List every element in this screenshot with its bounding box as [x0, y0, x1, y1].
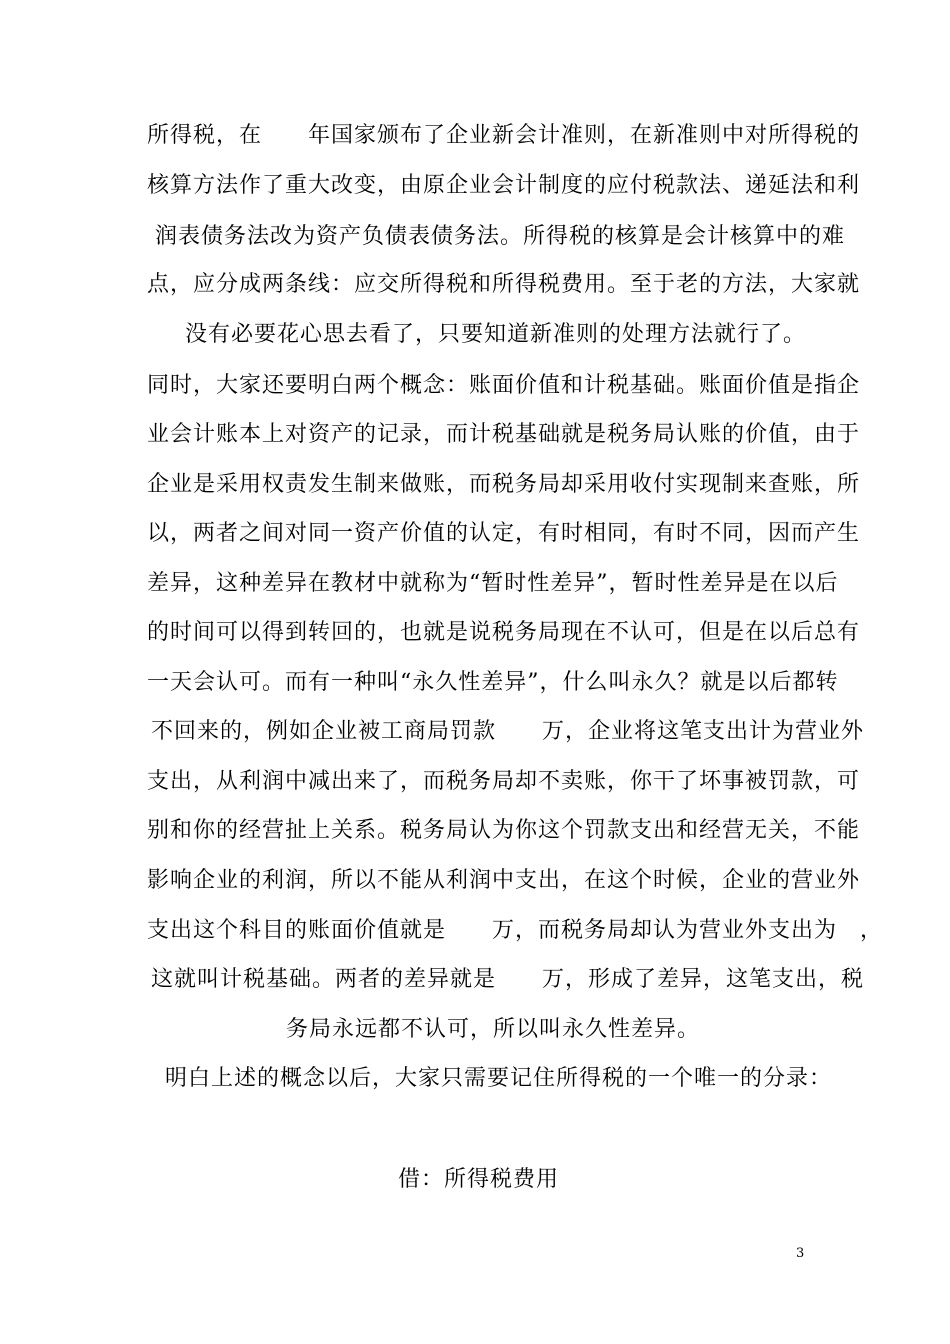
text-line: 企业是采用权责发生制来做账，而税务局却采用收付实现制来查账，所 — [147, 472, 861, 497]
page-number: 3 — [796, 1246, 805, 1261]
text-line: 影响企业的利润，所以不能从利润中支出，在这个时候，企业的营业外 — [147, 868, 861, 893]
text-line: 点，应分成两条线：应交所得税和所得税费用。至于老的方法，大家就 — [147, 272, 861, 297]
text-line: 润表债务法改为资产负债表债务法。所得税的核算是会计核算中的难 — [155, 224, 846, 249]
text-line: 没有必要花心思去看了，只要知道新准则的处理方法就行了。 — [185, 322, 807, 347]
text-line: 业会计账本上对资产的记录，而计税基础就是税务局认账的价值，由于 — [147, 422, 861, 447]
text-line: 以，两者之间对同一资产价值的认定，有时相同，有时不同，因而产生 — [147, 521, 861, 546]
text-line: 不回来的，例如企业被工商局罚款 万，企业将这笔支出计为营业外 — [151, 719, 865, 744]
text-line: 所得税，在 年国家颁布了企业新会计准则，在新准则中对所得税的 — [147, 123, 861, 148]
text-line: 这就叫计税基础。两者的差异就是 万，形成了差异，这笔支出，税 — [151, 967, 865, 992]
text-line: 务局永远都不认可，所以叫永久性差异。 — [286, 1017, 701, 1042]
text-line: 借：所得税费用 — [398, 1167, 560, 1192]
text-line: 支出这个科目的账面价值就是 万，而税务局却认为营业外支出为 ， — [147, 918, 884, 943]
text-line: 同时，大家还要明白两个概念：账面价值和计税基础。账面价值是指企 — [147, 373, 861, 398]
text-line: 别和你的经营扯上关系。税务局认为你这个罚款支出和经营无关，不能 — [147, 818, 861, 843]
text-line: 核算方法作了重大改变，由原企业会计制度的应付税款法、递延法和利 — [147, 173, 861, 198]
text-line: 差异，这种差异在教材中就称为“暂时性差异”，暂时性差异是在以后 — [147, 571, 839, 596]
text-line: 支出，从利润中减出来了，而税务局却不卖账，你干了坏事被罚款，可 — [147, 769, 861, 794]
text-line: 明白上述的概念以后，大家只需要记住所得税的一个唯一的分录： — [165, 1066, 833, 1091]
text-line: 的时间可以得到转回的，也就是说税务局现在不认可，但是在以后总有 — [147, 620, 861, 645]
text-line: 一天会认可。而有一种叫“永久性差异”，什么叫永久？就是以后都转 — [147, 670, 839, 695]
